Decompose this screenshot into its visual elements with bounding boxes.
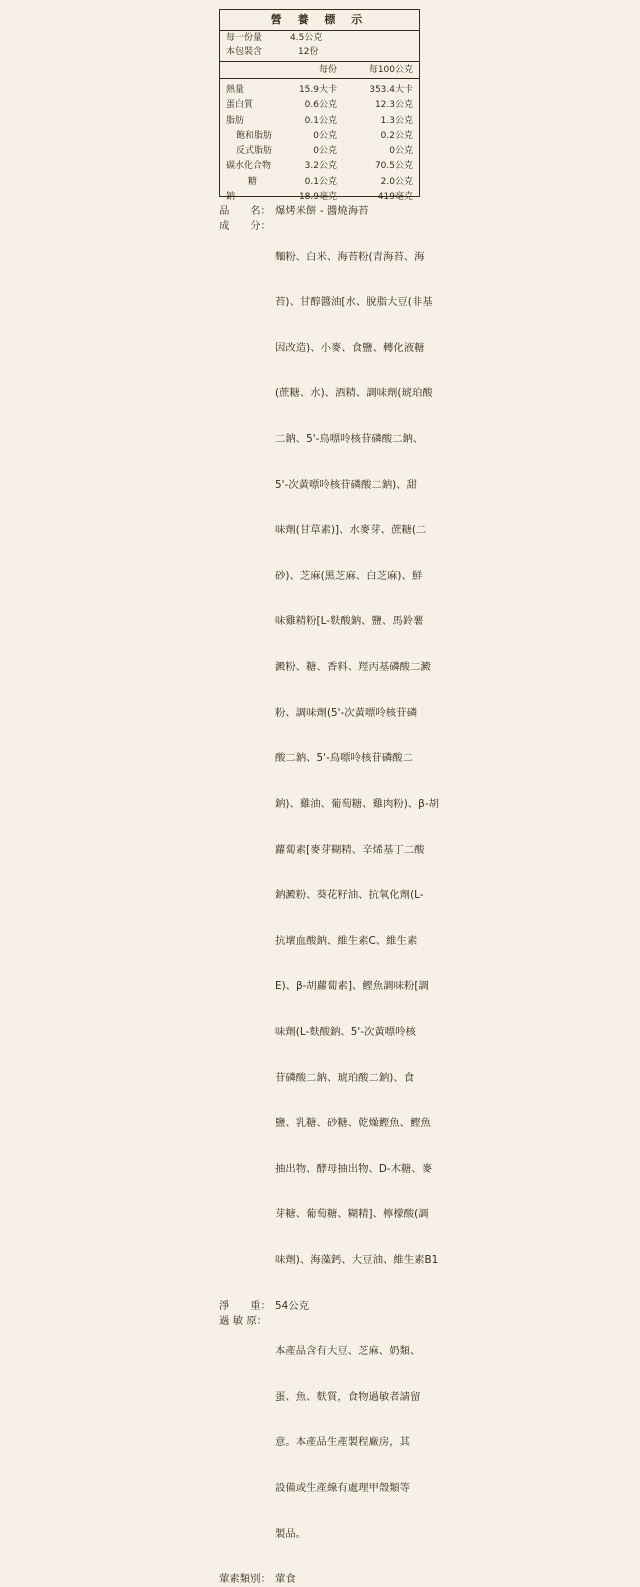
nutrient-name: 鈉 xyxy=(226,192,236,203)
vegetarian-category-value: 葷食 xyxy=(275,1573,296,1586)
nutrient-per-serving: 0公克 xyxy=(313,146,337,157)
ingredients-line: 抗壞血酸鈉、維生素C、維生素 xyxy=(275,934,418,947)
nutrient-name: 碳水化合物 xyxy=(226,161,272,172)
nutrient-per-100g: 0公克 xyxy=(389,146,413,157)
ingredients-line: 蘿蔔素[麥芽糊精、辛烯基丁二酸 xyxy=(275,843,425,856)
nutrient-per-serving: 3.2公克 xyxy=(304,161,337,172)
net-weight-value: 54公克 xyxy=(275,1299,310,1312)
nutrient-row xyxy=(220,114,419,129)
ingredients-line: 粉、調味劑(5'-次黃嘌呤核苷磷 xyxy=(275,706,417,719)
ingredients-line: 因改造)、小麥、食鹽、轉化液糖 xyxy=(275,341,425,354)
nutrient-per-100g: 2.0公克 xyxy=(380,176,413,187)
nutrient-name: 反式脂肪 xyxy=(236,146,273,157)
nutrient-row xyxy=(220,175,419,190)
per-serving-header: 每份 xyxy=(318,65,337,75)
ingredients-line: 味雞精粉[L-麩酸鈉、鹽、馬鈴薯 xyxy=(275,615,424,628)
nutrient-per-100g: 12.3公克 xyxy=(374,100,413,111)
product-info xyxy=(219,204,439,1587)
allergen-line: 蛋、魚、麩質，食物過敏者請留 xyxy=(275,1390,421,1403)
ingredients-line: 鈉)、雞油、葡萄糖、雞肉粉)、β-胡 xyxy=(275,797,439,810)
allergen-label: 過 敏 原： xyxy=(219,1314,268,1327)
ingredients-line: E)、β-胡蘿蔔素]、鰹魚調味粉[調 xyxy=(275,980,429,993)
vegetarian-category-label: 葷素類別： xyxy=(219,1573,271,1586)
ingredients-label: 成 分： xyxy=(219,220,271,233)
servings-per-package-row xyxy=(220,45,419,59)
product-name-row xyxy=(219,204,439,219)
nutrient-per-serving: 0.1公克 xyxy=(304,115,337,126)
ingredients-line: 麵粉、白米、海苔粉(青海苔、海 xyxy=(275,250,425,263)
allergen-line: 設備或生產線有處理甲殼類等 xyxy=(275,1482,411,1495)
allergen-line: 意。本產品生產製程廠房，其 xyxy=(275,1436,411,1449)
ingredients-line: 砂)、芝麻(黑芝麻、白芝麻)、鮮 xyxy=(275,569,423,582)
nutrient-name: 熱量 xyxy=(226,85,245,95)
net-weight-row xyxy=(219,1299,439,1314)
nutrient-name: 糖 xyxy=(248,176,258,187)
nutrient-per-serving: 0.1公克 xyxy=(304,176,337,187)
serving-size-row xyxy=(220,31,419,45)
allergen-line: 本產品含有大豆、芝麻、奶類、 xyxy=(275,1345,421,1358)
per-100g-header: 每100公克 xyxy=(368,65,413,75)
ingredients-line: 酸二鈉、5'-鳥嘌呤核苷磷酸二 xyxy=(275,752,413,765)
ingredients-row xyxy=(219,219,439,1298)
servings-value: 12份 xyxy=(298,47,319,57)
nutrition-title: 營 養 標 示 xyxy=(220,10,419,31)
ingredients-line: 5'-次黃嘌呤核苷磷酸二鈉)、甜 xyxy=(275,478,417,491)
ingredients-line: (蔗糖、水)、酒精、調味劑(琥珀酸 xyxy=(275,387,433,400)
ingredients-line: 芽糖、葡萄糖、糊精]、檸檬酸(調 xyxy=(275,1208,429,1221)
nutrient-row xyxy=(220,144,419,159)
nutrition-column-header xyxy=(220,61,419,79)
product-name-label: 品 名： xyxy=(219,205,271,217)
ingredients-line: 鹽、乳糖、砂糖、乾燥鰹魚、鰹魚 xyxy=(275,1117,431,1130)
nutrient-row xyxy=(220,159,419,174)
ingredients-line: 苔)、甘醇醬油[水、脫脂大豆(非基 xyxy=(275,296,433,309)
net-weight-label: 淨 重： xyxy=(219,1299,271,1312)
nutrient-per-serving: 0.6公克 xyxy=(304,100,337,111)
nutrient-per-100g: 419毫克 xyxy=(377,192,413,203)
nutrient-name: 脂肪 xyxy=(226,115,245,126)
ingredients-line: 味劑)、海藻鈣、大豆油、維生素B1 xyxy=(275,1254,439,1267)
ingredients-line: 苷磷酸二鈉、琥珀酸二鈉)、食 xyxy=(275,1071,415,1084)
ingredients-text xyxy=(275,219,439,1298)
servings-label: 本包裝含 xyxy=(226,47,263,57)
allergen-text xyxy=(275,1314,439,1572)
nutrient-per-serving: 18.9毫克 xyxy=(298,192,337,203)
nutrient-per-100g: 353.4大卡 xyxy=(369,85,413,95)
nutrient-name: 飽和脂肪 xyxy=(236,130,273,141)
serving-size-label: 每一份量 xyxy=(226,33,263,43)
nutrient-per-serving: 0公克 xyxy=(313,130,337,141)
product-name-value: 爆烤米餅 - 醬燒海苔 xyxy=(275,205,369,217)
ingredients-line: 味劑(L-麩酸鈉、5'-次黃嘌呤核 xyxy=(275,1025,416,1038)
nutrient-per-100g: 1.3公克 xyxy=(380,115,413,126)
allergen-row xyxy=(219,1314,439,1572)
nutrient-per-100g: 0.2公克 xyxy=(380,130,413,141)
ingredients-line: 澱粉、糖、香料、羥丙基磷酸二澱 xyxy=(275,661,431,674)
nutrient-row xyxy=(220,83,419,98)
nutrient-row xyxy=(220,129,419,144)
allergen-line: 製品。 xyxy=(275,1527,307,1540)
nutrient-row xyxy=(220,98,419,113)
serving-size-value: 4.5公克 xyxy=(290,33,323,43)
nutrient-name: 蛋白質 xyxy=(226,100,254,111)
ingredients-line: 二鈉、5'-鳥嘌呤核苷磷酸二鈉、 xyxy=(275,433,424,446)
nutrient-per-serving: 15.9大卡 xyxy=(298,85,337,95)
ingredients-line: 鈉澱粉、葵花籽油、抗氧化劑(L- xyxy=(275,889,424,902)
vegetarian-category-row xyxy=(219,1572,439,1587)
ingredients-line: 味劑(甘草素)]、水麥芽、蔗糖(二 xyxy=(275,524,427,537)
ingredients-line: 抽出物、酵母抽出物、D-木糖、麥 xyxy=(275,1162,433,1175)
nutrient-per-100g: 70.5公克 xyxy=(374,161,413,172)
nutrition-facts-table xyxy=(219,9,420,203)
